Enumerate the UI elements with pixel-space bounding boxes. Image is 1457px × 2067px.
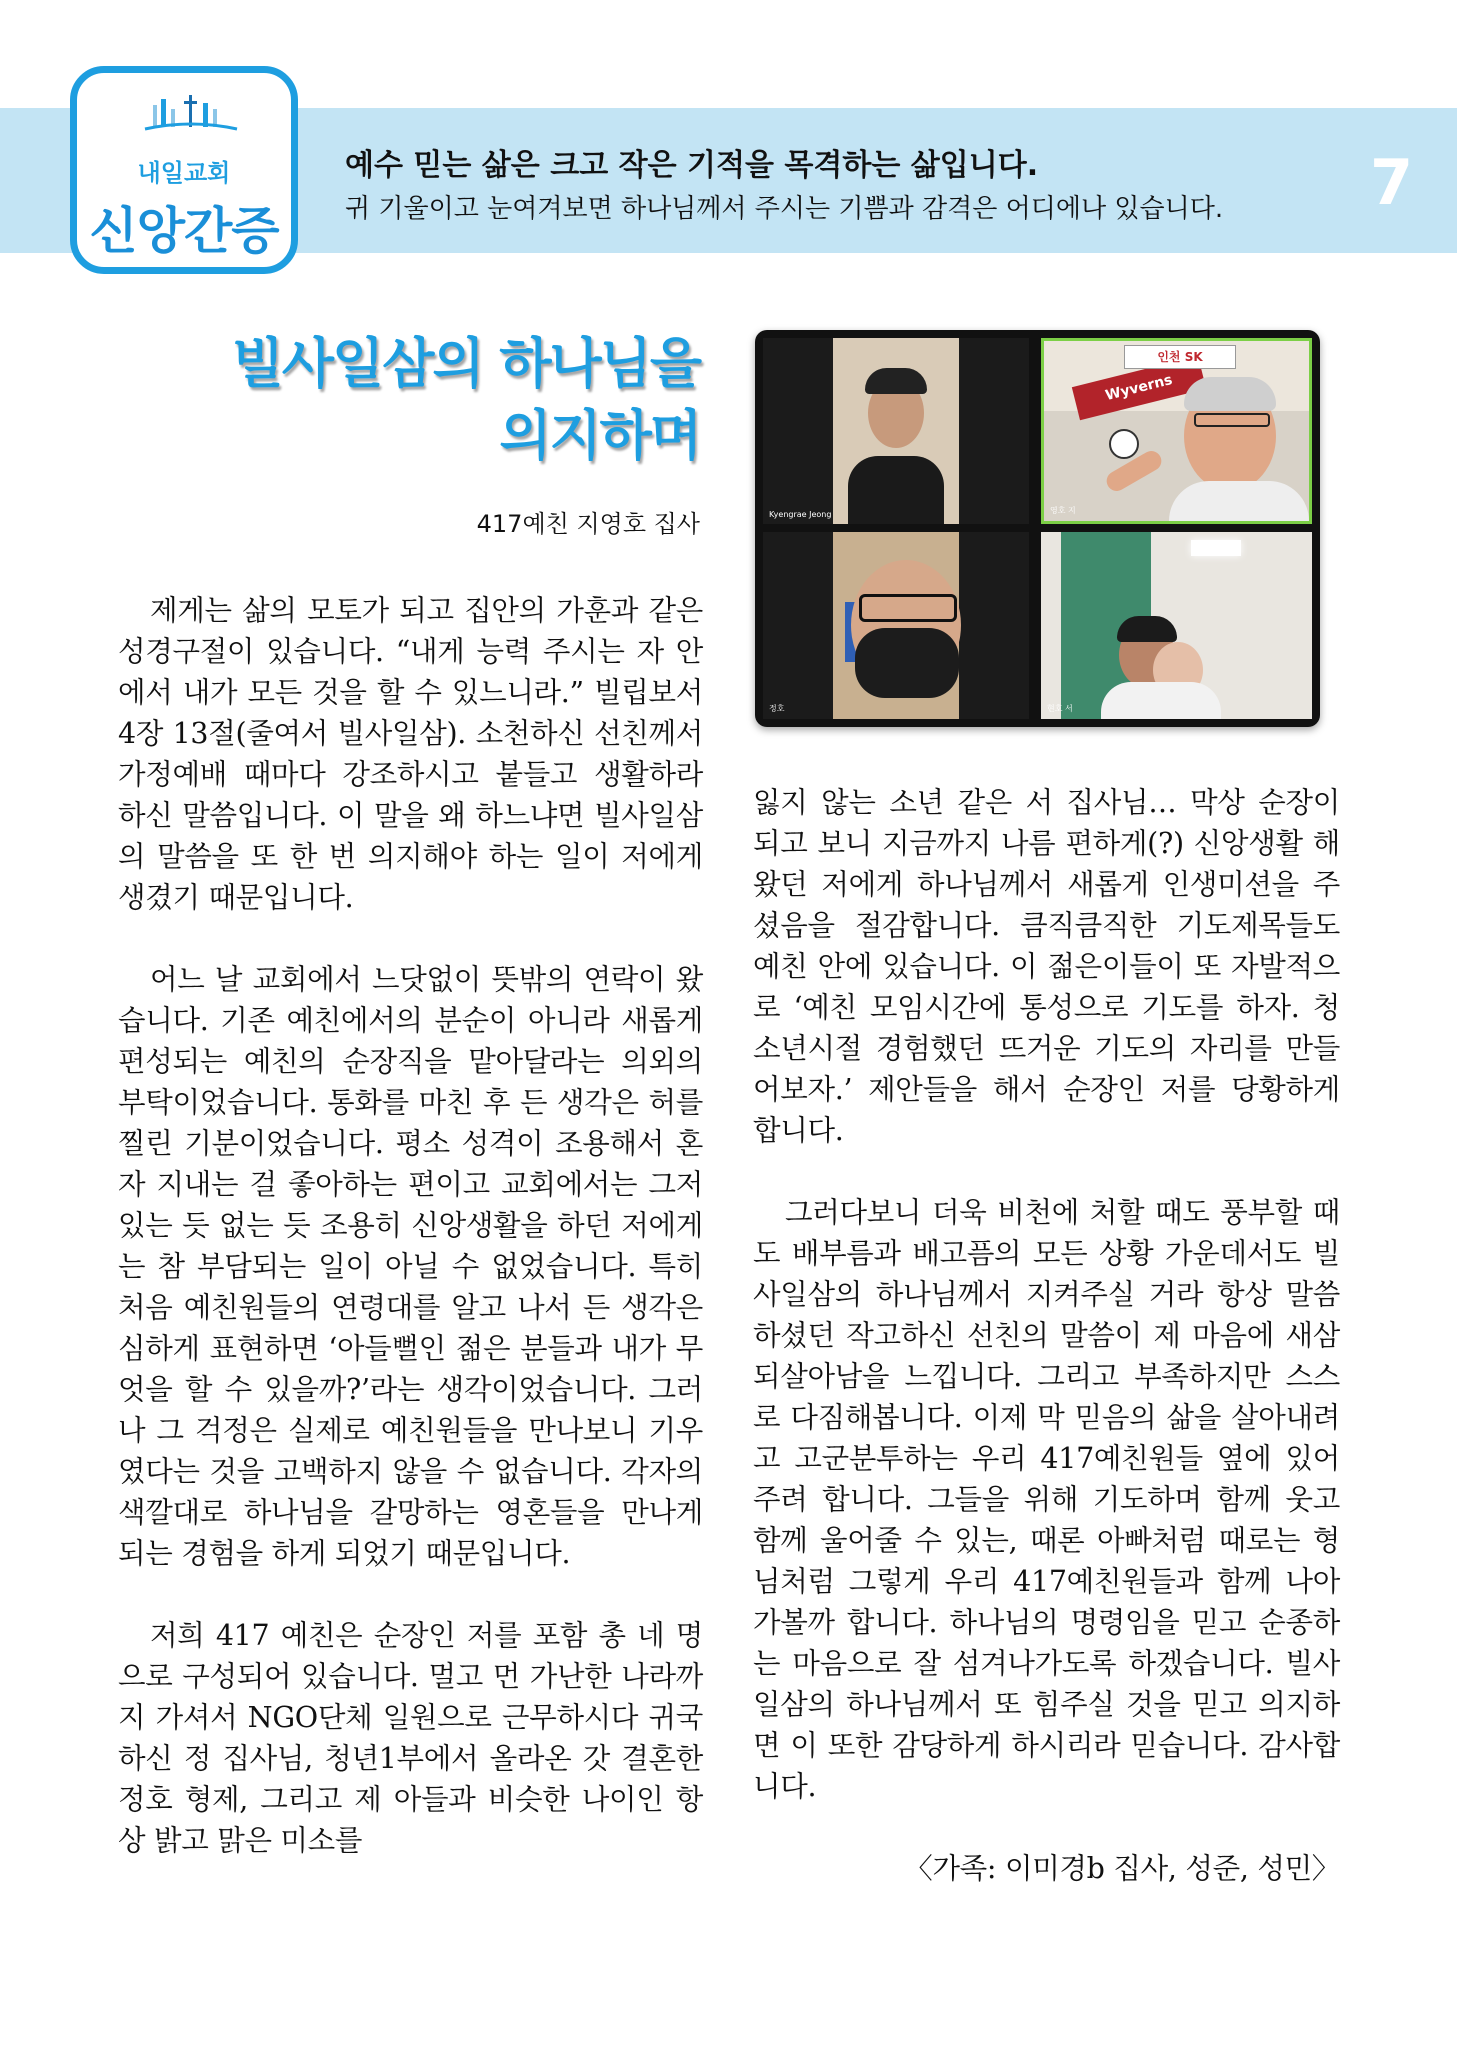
paragraph: 그러다보니 더욱 비천에 처할 때도 풍부할 때도 배부름과 배고픔의 모든 상황 가운데서도 빌사일삼의 하나님께서 지켜주실 거라 항상 말씀하셨던 작고하신 선친의 말씀이 제 마음에 새삼 되살아남을 느낍니다. 그리고 부족하지만 스스로 다짐해봅니다. 이제 막 믿음의 삶을 살아내려고 고군분투하는 우리 417예친원들 옆에 있어주려 합니다. 그들을 위해 기도하며 함께 웃고 함께 울어줄 수 있는, 때론 아빠처럼 때로는 형님처럼 그렇게 우리 417예친원들과 함께 나아가볼까 합니다. 하나님의 명령임을 믿고 순종하는 마음으로 잘 섬겨나가도록 하겠습니다. 빌사일삼의 하나님께서 또 힘주실 것을 믿고 의지하면 이 또한 감당하게 하시리라 믿습니다. 감사합니다. bbox=[753, 1196, 1340, 1803]
title-line-2: 의지하며 bbox=[499, 404, 700, 467]
title-line-1: 빌사일삼의 하나님을 bbox=[231, 332, 700, 395]
church-name: 내일교회 bbox=[137, 159, 231, 187]
banner-text: Wyverns bbox=[1103, 371, 1175, 405]
video-call-photo bbox=[755, 330, 1320, 727]
page-number: 7 bbox=[1370, 146, 1414, 219]
video-tile bbox=[763, 338, 1029, 524]
article-right-column bbox=[753, 782, 1340, 1889]
paragraph: 잃지 않는 소년 같은 서 집사님… 막상 순장이 되고 보니 지금까지 나름 편하게(?) 신앙생활 해왔던 저에게 하나님께서 새롭게 인생미션을 주셨음을 절감합니다. 큼직큼직한 기도제목들도 예친 안에 있습니다. 이 젊은이들이 또 자발적으로 ‘예친 모임시간에 통성으로 기도를 하자. 청소년시절 경험했던 뜨거운 기도의 자리를 만들어보자.’ 제안들을 해서 순장인 저를 당황하게 합니다. bbox=[753, 786, 1340, 1147]
participant-name: Kyengrae Jeong bbox=[769, 510, 832, 519]
participant-name: 정호 bbox=[769, 704, 785, 713]
article-author: 417예친 지영호 집사 bbox=[476, 510, 700, 538]
paragraph: 제게는 삶의 모토가 되고 집안의 가훈과 같은 성경구절이 있습니다. “내게 능력 주시는 자 안에서 내가 모든 것을 할 수 있느니라.” 빌립보서 4장 13절(줄여서 빌사일삼). 소천하신 선친께서 가정예배 때마다 강조하시고 붙들고 생활하라 하신 말씀입니다. 이 말을 왜 하느냐면 빌사일삼의 말씀을 또 한 번 의지해야 하는 일이 저에게 생겼기 때문입니다. bbox=[118, 594, 703, 914]
video-tile bbox=[1041, 532, 1312, 719]
church-skyline-icon bbox=[143, 91, 239, 137]
banner-label: 인천 SK bbox=[1157, 350, 1203, 364]
participant-name: 현호 서 bbox=[1047, 704, 1073, 713]
article-title bbox=[232, 328, 700, 472]
header-headline: 예수 믿는 삶은 크고 작은 기적을 목격하는 삶입니다. bbox=[345, 148, 1039, 183]
paragraph: 어느 날 교회에서 느닷없이 뜻밖의 연락이 왔습니다. 기존 예친에서의 분순이 아니라 새롭게 편성되는 예친의 순장직을 맡아달라는 의외의 부탁이었습니다. 통화를 마친 후 든 생각은 허를 찔린 기분이었습니다. 평소 성격이 조용해서 혼자 지내는 걸 좋아하는 편이고 교회에서는 그저 있는 듯 없는 듯 조용히 신앙생활을 하던 저에게는 참 부담되는 일이 아닐 수 없었습니다. 특히 처음 예친원들의 연령대를 알고 나서 든 생각은 심하게 표현하면 ‘아들뻘인 젊은 분들과 내가 무엇을 할 수 있을까?’라는 생각이었습니다. 그러나 그 걱정은 실제로 예친원들을 만나보니 기우였다는 것을 고백하지 않을 수 없습니다. 각자의 색깔대로 하나님을 갈망하는 영혼들을 만나게 되는 경험을 하게 되었기 때문입니다. bbox=[118, 963, 703, 1570]
video-tile bbox=[1041, 338, 1312, 524]
section-title: 신앙간증 bbox=[89, 202, 279, 260]
paragraph: 저희 417 예친은 순장인 저를 포함 총 네 명으로 구성되어 있습니다. 멀고 먼 가난한 나라까지 가셔서 NGO단체 일원으로 근무하시다 귀국하신 정 집사님, 청년1부에서 올라온 갓 결혼한 정호 형제, 그리고 제 아들과 비슷한 나이인 항상 밝고 맑은 미소를 bbox=[118, 1619, 703, 1857]
participant-name: 영호 지 bbox=[1050, 506, 1076, 515]
header-subline: 귀 기울이고 눈여겨보면 하나님께서 주시는 기쁨과 감격은 어디에나 있습니다. bbox=[345, 194, 1224, 224]
family-note: 〈가족: 이미경b 집사, 성준, 성민〉 bbox=[904, 1852, 1340, 1885]
article-left-column bbox=[118, 590, 703, 1902]
church-logo bbox=[70, 66, 298, 274]
video-tile bbox=[763, 532, 1029, 719]
